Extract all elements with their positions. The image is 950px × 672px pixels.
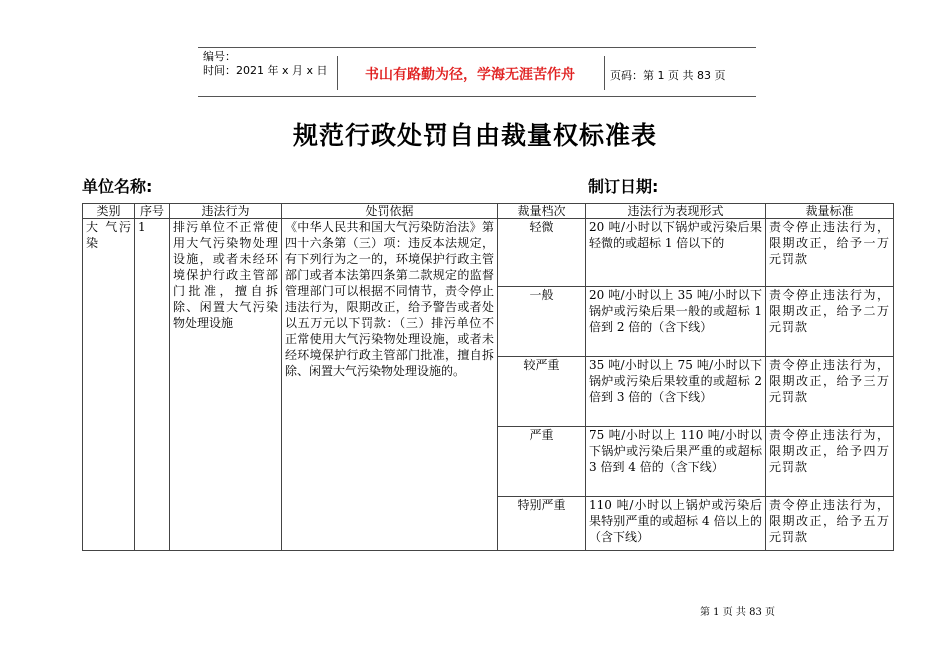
level-cell: 特别严重 — [498, 497, 586, 551]
col-header-level: 裁量档次 — [498, 204, 586, 219]
table-row — [83, 219, 894, 287]
standard-cell: 责令停止违法行为，限期改正，给予二万元罚款 — [766, 287, 894, 357]
col-header-violation: 违法行为 — [170, 204, 282, 219]
form-cell: 75 吨/小时以上 110 吨/小时以下锅炉或污染后果严重的或超标 3 倍到 4 倍的（含下线） — [586, 427, 766, 497]
violation-cell: 排污单位不正常使用大气污染物处理设施，或者未经环境保护行政主管部门批准，擅自拆除、闲置大气污染物处理设施 — [170, 219, 282, 551]
standard-cell: 责令停止违法行为，限期改正，给予四万元罚款 — [766, 427, 894, 497]
col-header-category: 类别 — [83, 204, 135, 219]
page-info: 页码：第 1 页 共 83 页 — [610, 69, 726, 82]
level-cell: 较严重 — [498, 357, 586, 427]
standard-cell: 责令停止违法行为，限期改正，给予一万元罚款 — [766, 219, 894, 287]
date-label: 制订日期: — [588, 177, 659, 196]
table-header-row — [83, 204, 894, 219]
header-bottom-rule — [198, 96, 756, 97]
form-cell: 20 吨/小时以下锅炉或污染后果轻微的或超标 1 倍以下的 — [586, 219, 766, 287]
page-title: 规范行政处罚自由裁量权标准表 — [292, 121, 657, 150]
standard-cell: 责令停止违法行为，限期改正，给予三万元罚款 — [766, 357, 894, 427]
form-cell: 20 吨/小时以上 35 吨/小时以下锅炉或污染后果一般的或超标 1 倍到 2 倍的（含下线） — [586, 287, 766, 357]
col-header-basis: 处罚依据 — [282, 204, 498, 219]
form-cell: 110 吨/小时以上锅炉或污染后果特别严重的或超标 4 倍以上的（含下线） — [586, 497, 766, 551]
header-top-rule — [198, 47, 756, 48]
time-label: 时间：2021 年 x 月 x 日 — [203, 64, 328, 77]
page-footer: 第 1 页 共 83 页 — [700, 607, 775, 618]
col-header-standard: 裁量标准 — [766, 204, 894, 219]
seq-cell: 1 — [135, 219, 170, 551]
level-cell: 轻微 — [498, 219, 586, 287]
number-label: 编号： — [203, 50, 236, 63]
form-cell: 35 吨/小时以上 75 吨/小时以下锅炉或污染后果较重的或超标 2 倍到 3 倍的（含下线） — [586, 357, 766, 427]
level-cell: 严重 — [498, 427, 586, 497]
col-header-form: 违法行为表现形式 — [586, 204, 766, 219]
basis-cell: 《中华人民共和国大气污染防治法》第四十六条第（三）项：违反本法规定，有下列行为之一的，环境保护行政主管部门或者本法第四条第二款规定的监督管理部门可以根据不同情节，责令停止违法行为，限期改正，给予警告或者处以五万元以下罚款：（三）排污单位不正常使用大气污染物处理设施，或者未经环境保护行政主管部门批准，擅自拆除、闲置大气污染物处理设施的。 — [282, 219, 498, 551]
unit-name-label: 单位名称: — [82, 177, 153, 196]
penalty-table — [82, 203, 894, 551]
header-left — [203, 50, 328, 78]
standard-cell: 责令停止违法行为，限期改正，给予五万元罚款 — [766, 497, 894, 551]
motto: 书山有路勤为径，学海无涯苦作舟 — [365, 67, 575, 83]
level-cell: 一般 — [498, 287, 586, 357]
col-header-seq: 序号 — [135, 204, 170, 219]
category-cell: 大 气污染 — [83, 219, 135, 551]
